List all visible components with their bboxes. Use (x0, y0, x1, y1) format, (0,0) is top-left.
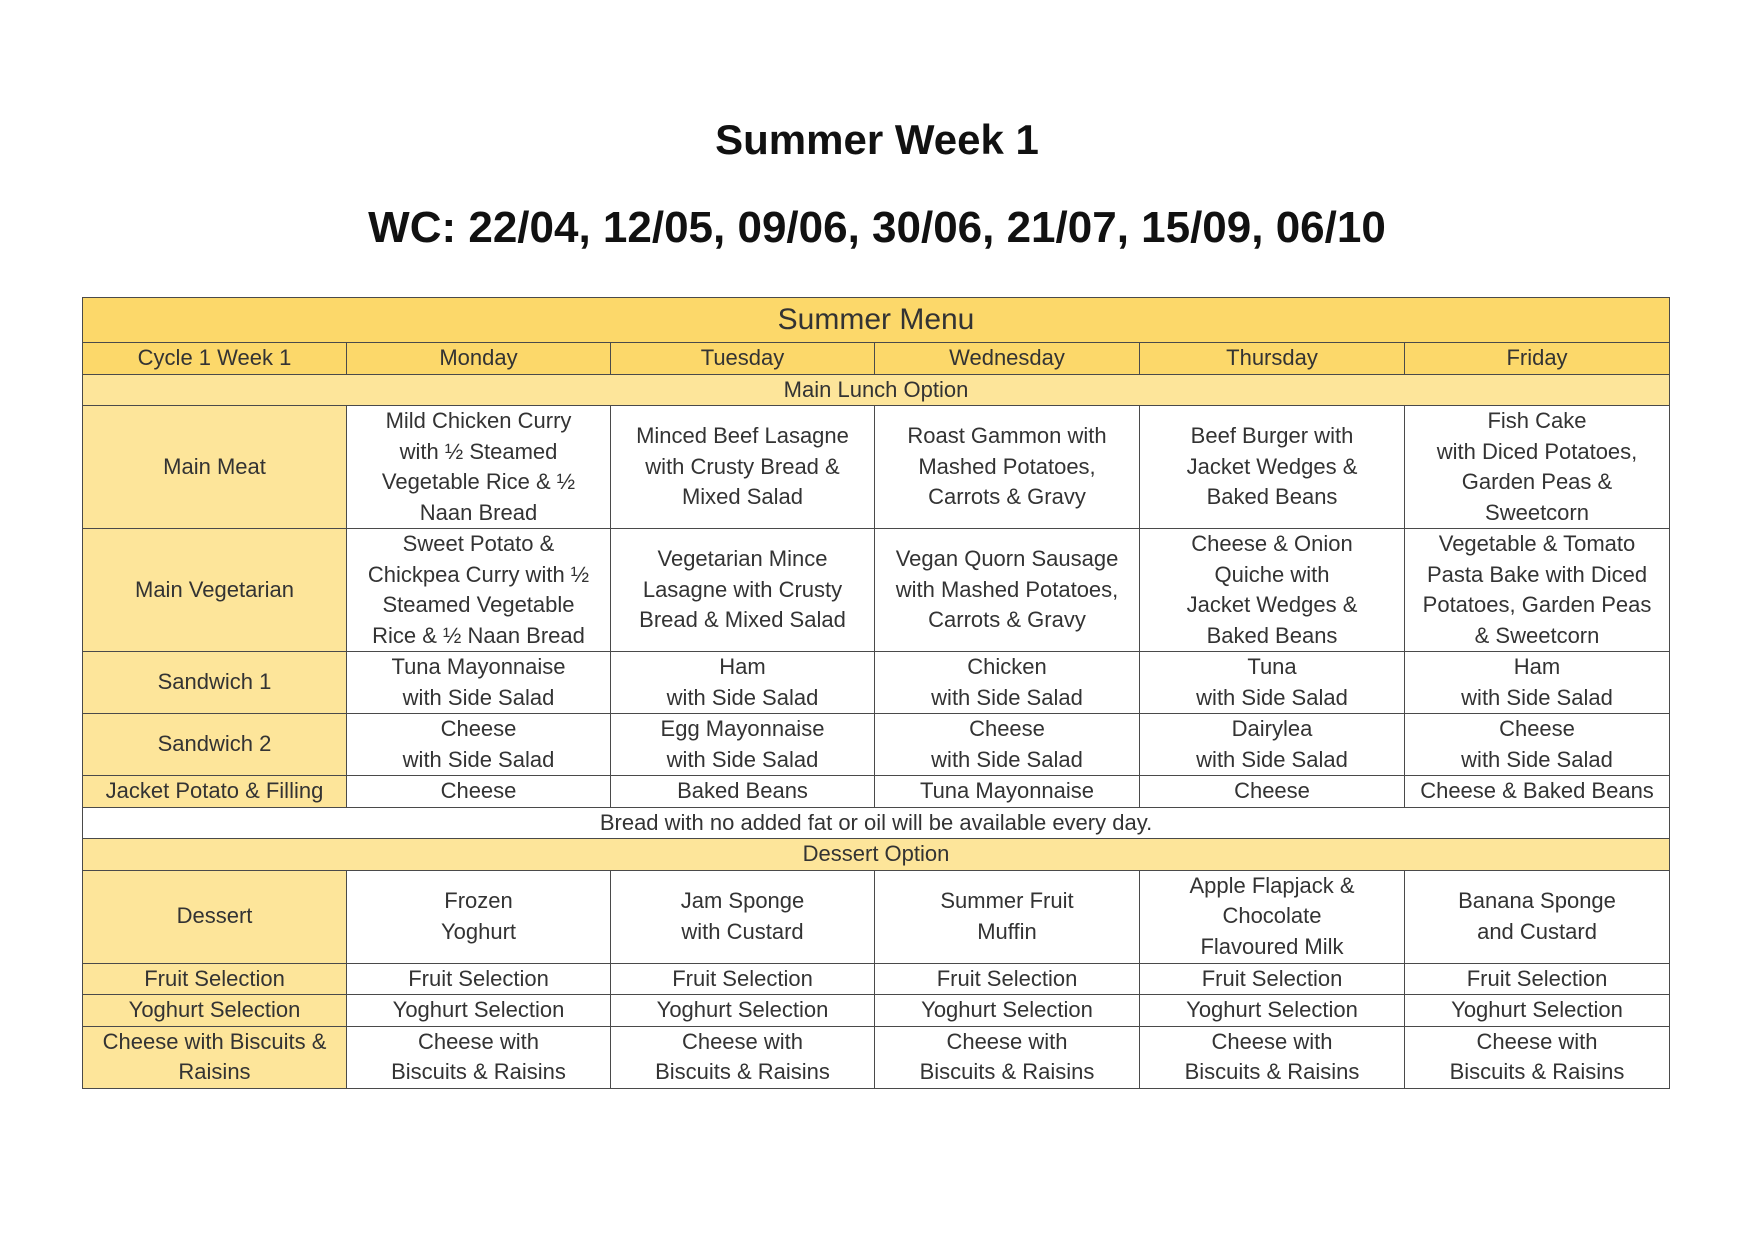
day-header: Wednesday (875, 343, 1140, 375)
menu-row-main-vegetarian (83, 529, 1670, 652)
menu-cell-line: Baked Beans (677, 778, 808, 803)
menu-cell-line: Cheese (440, 716, 517, 741)
menu-cell-line: Carrots & Gravy (928, 607, 1086, 633)
dessert-section-header: Dessert Option (83, 839, 1670, 871)
day-header: Friday (1405, 343, 1670, 375)
menu-cell-friday (1405, 776, 1670, 808)
menu-cell-friday (1405, 1026, 1670, 1088)
menu-cell-monday (347, 652, 611, 714)
bread-note-row (83, 807, 1670, 839)
menu-cell-thursday (1140, 1026, 1405, 1088)
menu-cell-thursday (1140, 406, 1405, 529)
row-label: Main Meat (83, 406, 347, 529)
menu-cell-friday (1405, 406, 1670, 529)
menu-cell-line: Fruit Selection (408, 965, 549, 991)
menu-cell-line: Cheese (440, 778, 517, 803)
menu-cell-line: Bread & Mixed Salad (639, 607, 846, 633)
menu-cell-line: Apple Flapjack & (1189, 872, 1355, 898)
dessert-section-row (83, 839, 1670, 871)
day-header: Monday (347, 343, 611, 375)
menu-cell-line: Tuna Mayonnaise (391, 654, 566, 679)
menu-cell-line: Sweet Potato & (402, 531, 555, 556)
menu-cell-line: Yoghurt Selection (1451, 997, 1623, 1022)
menu-row-cheese-with-biscuits-and-raisins (83, 1026, 1670, 1088)
menu-cell-line: with Mashed Potatoes, (895, 576, 1119, 602)
summer-menu-table (82, 297, 1670, 1089)
menu-cell-tuesday (611, 406, 875, 529)
menu-cell-line: Frozen (444, 888, 513, 913)
row-label: Sandwich 1 (83, 652, 347, 714)
row-label: Cheese with Biscuits & Raisins (83, 1026, 347, 1088)
menu-cell-line: Lasagne with Crusty (642, 576, 843, 602)
menu-row-main-meat (83, 406, 1670, 529)
menu-cell-line: Naan Bread (419, 499, 538, 525)
menu-cell-wednesday (875, 776, 1140, 808)
menu-cell-line: and Custard (1477, 918, 1597, 944)
main-section-row (83, 374, 1670, 406)
menu-cell-line: Cheese with (1211, 1028, 1333, 1054)
menu-cell-thursday (1140, 714, 1405, 776)
menu-cell-thursday (1140, 776, 1405, 808)
menu-cell-tuesday (611, 776, 875, 808)
menu-cell-line: Mild Chicken Curry (385, 408, 572, 433)
menu-cell-line: Quiche with (1214, 561, 1330, 587)
menu-cell-wednesday (875, 652, 1140, 714)
menu-row-dessert (83, 870, 1670, 963)
menu-cell-line: Cheese (1499, 716, 1575, 741)
menu-cell-wednesday (875, 406, 1140, 529)
menu-cell-line: Tuna Mayonnaise (919, 778, 1095, 803)
menu-cell-line: Mixed Salad (681, 484, 804, 510)
menu-cell-tuesday (611, 870, 875, 963)
menu-cell-line: Cheese (969, 716, 1045, 741)
menu-cell-line: Rice & ½ Naan Bread (372, 622, 585, 648)
row-label: Dessert (83, 870, 347, 963)
menu-cell-line: Cheese with (946, 1028, 1068, 1054)
menu-cell-line: Vegetable Rice & ½ (381, 469, 576, 494)
menu-cell-line: Dairylea (1231, 716, 1313, 741)
menu-cell-line: Fruit Selection (1466, 965, 1608, 991)
menu-cell-line: Yoghurt Selection (1186, 997, 1358, 1022)
menu-cell-monday (347, 1026, 611, 1088)
main-lunch-section-header: Main Lunch Option (83, 374, 1670, 406)
menu-cell-line: Vegan Quorn Sausage (895, 546, 1119, 572)
menu-cell-line: Biscuits & Raisins (1449, 1059, 1625, 1084)
menu-cell-line: Mashed Potatoes, (918, 453, 1096, 479)
menu-cell-line: Cheese with (1476, 1028, 1598, 1054)
menu-cell-tuesday (611, 963, 875, 995)
dessert-rows (83, 870, 1670, 1088)
menu-cell-line: Vegetable & Tomato (1438, 531, 1636, 556)
row-label: Yoghurt Selection (83, 995, 347, 1027)
menu-cell-line: Biscuits & Raisins (391, 1059, 566, 1084)
menu-cell-line: Jacket Wedges & (1186, 592, 1358, 617)
menu-cell-tuesday (611, 652, 875, 714)
menu-cell-line: & Sweetcorn (1474, 622, 1600, 648)
menu-cell-line: Ham (1513, 654, 1561, 679)
menu-cell-line: with Side Salad (666, 684, 819, 710)
menu-cell-tuesday (611, 714, 875, 776)
day-header-row (83, 343, 1670, 375)
menu-cell-line: with Diced Potatoes, (1436, 438, 1638, 464)
menu-cell-line: Fish Cake (1487, 408, 1587, 433)
menu-cell-line: with Side Salad (1461, 684, 1613, 710)
main-lunch-rows (83, 406, 1670, 808)
menu-cell-line: Flavoured Milk (1200, 933, 1344, 959)
menu-cell-monday (347, 529, 611, 652)
menu-cell-wednesday (875, 870, 1140, 963)
menu-row-fruit-selection (83, 963, 1670, 995)
menu-cell-line: Biscuits & Raisins (655, 1059, 830, 1084)
menu-cell-line: Cheese with (681, 1028, 804, 1054)
menu-cell-line: with Side Salad (931, 746, 1083, 772)
menu-cell-thursday (1140, 529, 1405, 652)
menu-cell-line: Fruit Selection (1201, 965, 1343, 991)
menu-cell-wednesday (875, 963, 1140, 995)
menu-cell-line: with Side Salad (666, 746, 819, 772)
menu-cell-line: Beef Burger with (1190, 423, 1354, 449)
menu-cell-line: Sweetcorn (1485, 499, 1589, 525)
menu-cell-line: Summer Fruit (940, 888, 1074, 913)
row-label: Fruit Selection (83, 963, 347, 995)
menu-cell-thursday (1140, 995, 1405, 1027)
bread-note: Bread with no added fat or oil will be available every day. (83, 807, 1670, 839)
menu-cell-line: with Side Salad (1196, 746, 1348, 772)
menu-cell-line: Fruit Selection (672, 965, 813, 991)
menu-cell-line: Chocolate (1222, 903, 1322, 929)
menu-cell-line: Baked Beans (1206, 484, 1338, 510)
menu-cell-line: Yoghurt Selection (921, 997, 1093, 1022)
menu-cell-line: Vegetarian Mince (657, 546, 828, 572)
menu-cell-line: with Side Salad (402, 746, 555, 772)
menu-cell-line: Pasta Bake with Diced (1426, 561, 1648, 587)
cycle-week-label: Cycle 1 Week 1 (83, 343, 347, 375)
menu-cell-thursday (1140, 870, 1405, 963)
menu-cell-line: Cheese with (417, 1028, 540, 1054)
menu-cell-thursday (1140, 652, 1405, 714)
menu-cell-line: Cheese & Baked Beans (1420, 778, 1654, 803)
menu-cell-friday (1405, 652, 1670, 714)
week-commencing-dates: WC: 22/04, 12/05, 09/06, 30/06, 21/07, 15/09, 06/10 (368, 203, 1386, 252)
menu-cell-line: Jacket Wedges & (1186, 453, 1358, 479)
row-label: Sandwich 2 (83, 714, 347, 776)
menu-cell-wednesday (875, 714, 1140, 776)
menu-cell-line: Jam Sponge (680, 888, 805, 913)
menu-cell-line: Carrots & Gravy (928, 484, 1086, 510)
day-header: Thursday (1140, 343, 1405, 375)
menu-cell-line: Egg Mayonnaise (660, 716, 825, 741)
menu-cell-monday (347, 776, 611, 808)
menu-cell-line: Chicken (967, 654, 1047, 679)
menu-cell-line: with ½ Steamed (399, 438, 558, 464)
menu-cell-wednesday (875, 995, 1140, 1027)
row-label: Jacket Potato & Filling (83, 776, 347, 808)
menu-cell-line: Roast Gammon with (907, 423, 1107, 449)
menu-row-sandwich-2 (83, 714, 1670, 776)
row-label: Main Vegetarian (83, 529, 347, 652)
menu-cell-wednesday (875, 529, 1140, 652)
menu-cell-line: Fruit Selection (936, 965, 1078, 991)
menu-cell-line: Cheese & Onion (1191, 531, 1353, 556)
menu-cell-line: Chickpea Curry with ½ (367, 561, 590, 587)
menu-cell-line: Steamed Vegetable (382, 592, 575, 617)
menu-cell-line: Garden Peas & (1461, 469, 1613, 494)
menu-cell-wednesday (875, 1026, 1140, 1088)
menu-cell-monday (347, 870, 611, 963)
menu-cell-line: with Custard (681, 918, 804, 944)
menu-row-sandwich-1 (83, 652, 1670, 714)
menu-cell-line: with Side Salad (402, 684, 555, 710)
day-header: Tuesday (611, 343, 875, 375)
menu-cell-line: Potatoes, Garden Peas (1422, 592, 1652, 617)
menu-cell-tuesday (611, 995, 875, 1027)
menu-cell-monday (347, 995, 611, 1027)
menu-row-yoghurt-selection (83, 995, 1670, 1027)
menu-row-jacket-potato-and-filling (83, 776, 1670, 808)
menu-title: Summer Menu (83, 298, 1670, 343)
menu-cell-line: Yoghurt Selection (392, 997, 565, 1022)
menu-cell-thursday (1140, 963, 1405, 995)
menu-cell-line: Yoghurt Selection (656, 997, 829, 1022)
menu-cell-line: Biscuits & Raisins (919, 1059, 1095, 1084)
menu-cell-line: Cheese (1234, 778, 1310, 803)
menu-cell-line: with Side Salad (931, 684, 1083, 710)
menu-cell-line: Tuna (1247, 654, 1297, 679)
menu-cell-monday (347, 714, 611, 776)
menu-cell-line: Yoghurt (440, 918, 517, 944)
menu-cell-monday (347, 963, 611, 995)
menu-cell-line: with Side Salad (1196, 684, 1348, 710)
menu-cell-tuesday (611, 529, 875, 652)
menu-cell-line: Muffin (977, 918, 1037, 944)
menu-cell-line: Ham (719, 654, 766, 679)
menu-cell-friday (1405, 529, 1670, 652)
menu-title-row (83, 298, 1670, 343)
menu-cell-line: Minced Beef Lasagne (636, 423, 849, 449)
menu-cell-line: with Crusty Bread & (645, 453, 840, 479)
menu-cell-friday (1405, 995, 1670, 1027)
menu-cell-monday (347, 406, 611, 529)
menu-cell-line: Banana Sponge (1458, 888, 1616, 913)
menu-cell-line: with Side Salad (1461, 746, 1613, 772)
menu-cell-friday (1405, 963, 1670, 995)
page-title: Summer Week 1 (715, 116, 1039, 163)
menu-cell-friday (1405, 870, 1670, 963)
menu-cell-friday (1405, 714, 1670, 776)
menu-cell-line: Baked Beans (1206, 622, 1338, 648)
menu-cell-line: Biscuits & Raisins (1184, 1059, 1360, 1084)
menu-cell-tuesday (611, 1026, 875, 1088)
